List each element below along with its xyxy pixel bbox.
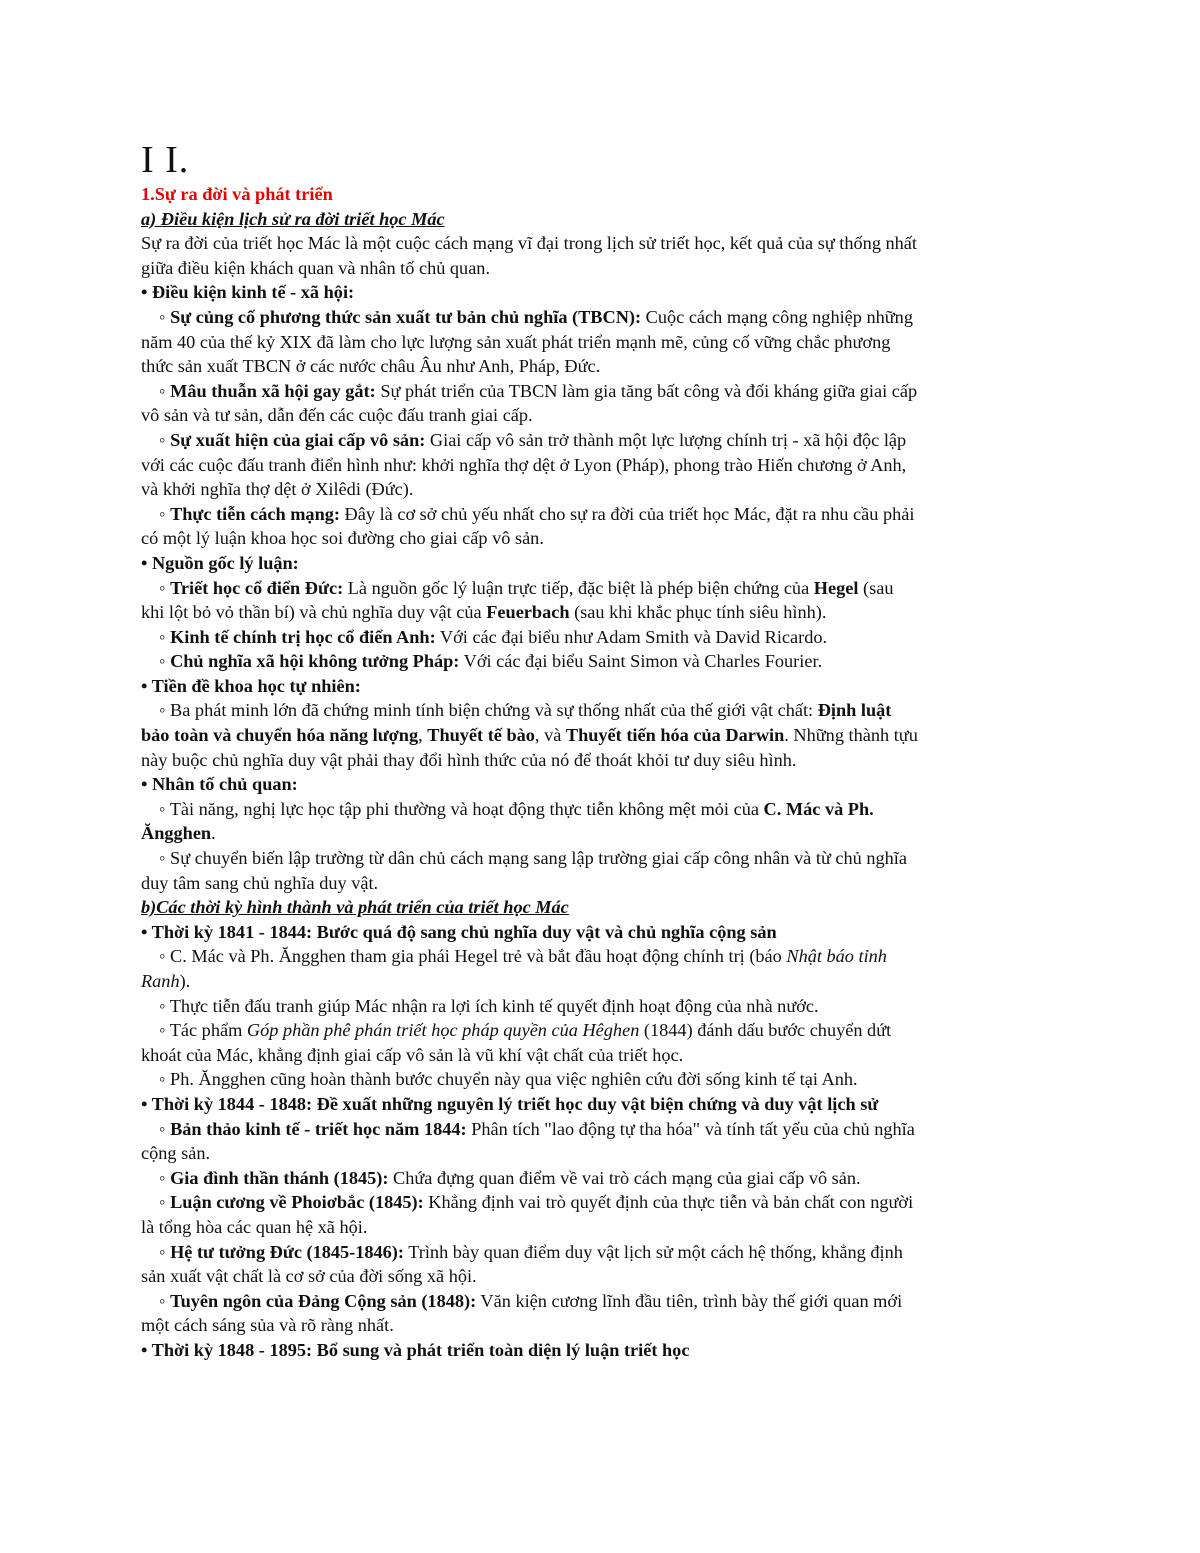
italic-text: Ranh	[141, 971, 180, 991]
body-line	[141, 723, 1066, 748]
body-line	[141, 526, 1066, 551]
text-run: ◦	[159, 1167, 171, 1188]
text-run: (sau khi khắc phục tính siêu hình).	[569, 602, 827, 623]
text-run: Khẳng định vai trò quyết định của thực tiễn và bản chất con người	[423, 1192, 914, 1213]
bold-text: • Điều kiện kinh tế - xã hội:	[141, 282, 355, 303]
bold-text: • Nguồn gốc lý luận:	[141, 552, 299, 573]
text-run: một cách sáng sủa và rõ ràng nhất.	[141, 1315, 394, 1336]
bullet-heading-line	[141, 1092, 1066, 1117]
text-run: ◦ Tài năng, nghị lực học tập phi thường và hoạt động thực tiễn không mệt mỏi của	[159, 798, 764, 819]
bold-text: Bản thảo kinh tế - triết học năm 1844:	[170, 1118, 467, 1139]
bold-text: Chủ nghĩa xã hội không tưởng Pháp:	[170, 651, 460, 672]
body-line	[141, 453, 1066, 478]
body-line	[141, 969, 1066, 994]
intro-line-1: Sự ra đời của triết học Mác là một cuộc cách mạng vĩ đại trong lịch sử triết học, kết quả của sự thống nhất	[141, 233, 917, 254]
text-run: Cuộc cách mạng công nghiệp những	[641, 306, 913, 327]
underlined-title-text: b)Các thời kỳ hình thành và phát triển của triết học Mác	[141, 897, 569, 918]
text-run: ◦	[159, 626, 171, 647]
bold-text: Thuyết tế bào	[427, 725, 535, 746]
bold-text: • Nhân tố chủ quan:	[141, 774, 298, 795]
sub-bullet-line	[141, 305, 1066, 330]
text-run: sản xuất vật chất là cơ sở của đời sống xã hội.	[141, 1266, 477, 1287]
body-line	[141, 1043, 1066, 1068]
body-line	[141, 600, 1066, 625]
text-run: ◦ Sự chuyển biến lập trường từ dân chủ cách mạng sang lập trường giai cấp công nhân và từ chủ nghĩa	[159, 848, 908, 869]
text-run: ).	[179, 971, 191, 991]
body-text	[141, 280, 1066, 1362]
bold-text: Ăngghen	[141, 823, 212, 844]
text-run: với các cuộc đấu tranh điển hình như: khởi nghĩa thợ dệt ở Lyon (Pháp), phong trào Hiến chương ở Anh,	[141, 454, 907, 475]
bold-text: Hegel	[813, 577, 859, 598]
bold-text: Sự củng cố phương thức sản xuất tư bản chủ nghĩa (TBCN):	[170, 306, 642, 327]
text-run: Là nguồn gốc lý luận trực tiếp, đặc biệt là phép biện chứng của	[343, 577, 814, 598]
text-run: ◦	[159, 1192, 171, 1213]
sub-bullet-line	[141, 698, 1066, 723]
sub-bullet-line	[141, 502, 1066, 527]
body-line	[141, 1264, 1066, 1289]
intro-line-2: giữa điều kiện khách quan và nhân tố chủ quan.	[141, 257, 491, 278]
text-run: ◦	[159, 651, 171, 672]
sub-bullet-line	[141, 1018, 1066, 1043]
bullet-heading-line	[141, 772, 1066, 797]
text-run: ◦ Ph. Ăngghen cũng hoàn thành bước chuyển này qua việc nghiên cứu đời sống kinh tế tại Anh.	[159, 1069, 858, 1090]
sub-bullet-line	[141, 797, 1066, 822]
text-run: duy tâm sang chủ nghĩa duy vật.	[141, 872, 379, 893]
text-run: Với các đại biểu như Adam Smith và David Ricardo.	[435, 626, 828, 647]
body-line	[141, 871, 1066, 896]
bold-text: • Thời kỳ 1841 - 1844: Bước quá độ sang chủ nghĩa duy vật và chủ nghĩa cộng sản	[141, 921, 777, 942]
sub-bullet-line	[141, 944, 1066, 969]
text-run: năm 40 của thế kỷ XIX đã làm cho lực lượng sản xuất phát triển mạnh mẽ, củng cố vững chắc phương	[141, 331, 891, 352]
section-title: 1.Sự ra đời và phát triển	[141, 184, 333, 204]
text-run: và khởi nghĩa thợ dệt ở Xilêdi (Đức).	[141, 479, 414, 500]
text-run: ◦	[159, 429, 171, 450]
text-run: (1844) đánh dấu bước chuyển dứt	[639, 1020, 892, 1041]
sub-bullet-line	[141, 846, 1066, 871]
sub-bullet-line	[141, 1240, 1066, 1265]
text-run: ◦	[159, 380, 171, 401]
text-run: ,	[418, 725, 428, 746]
text-run: ◦	[159, 306, 171, 327]
bold-text: Định luật	[817, 700, 892, 721]
bold-text: C. Mác và Ph.	[763, 798, 874, 819]
text-run: ◦	[159, 503, 171, 524]
text-run: cộng sản.	[141, 1143, 211, 1164]
text-run: ◦ C. Mác và Ph. Ăngghen tham gia phái Hegel trẻ và bắt đầu hoạt động chính trị (báo	[159, 946, 787, 967]
text-run: Trình bày quan điểm duy vật lịch sử một cách hệ thống, khẳng định	[404, 1241, 903, 1262]
text-run: ◦	[159, 577, 171, 598]
bold-text: Triết học cổ điển Đức:	[170, 577, 344, 598]
text-run: ◦ Ba phát minh lớn đã chứng minh tính biện chứng và sự thống nhất của thế giới vật chất:	[159, 700, 818, 721]
bullet-heading-line	[141, 551, 1066, 576]
bold-text: • Tiền đề khoa học tự nhiên:	[141, 675, 361, 696]
text-run: Với các đại biểu Saint Simon và Charles Fourier.	[459, 651, 823, 672]
text-run: Sự phát triển của TBCN làm gia tăng bất công và đối kháng giữa giai cấp	[375, 380, 918, 401]
bold-text: Thực tiễn cách mạng:	[170, 503, 340, 524]
bold-text: Hệ tư tưởng Đức (1845-1846):	[170, 1241, 404, 1262]
bold-text: Sự xuất hiện của giai cấp vô sản:	[170, 429, 426, 450]
bold-text: Gia đình thần thánh (1845):	[170, 1167, 389, 1188]
text-run: .	[211, 823, 216, 844]
body-line	[141, 821, 1066, 846]
body-line	[141, 748, 1066, 773]
sub-bullet-line	[141, 428, 1066, 453]
bullet-heading-line	[141, 920, 1066, 945]
sub-bullet-line	[141, 625, 1066, 650]
bold-text: Luận cương về Phoiơbắc (1845):	[170, 1192, 424, 1213]
text-run: Đây là cơ sở chủ yếu nhất cho sự ra đời của triết học Mác, đặt ra nhu cầu phải	[339, 503, 915, 524]
bold-text: • Thời kỳ 1848 - 1895: Bổ sung và phát triển toàn diện lý luận triết học	[141, 1339, 690, 1360]
bold-text: Mâu thuẫn xã hội gay gắt:	[170, 380, 376, 401]
bold-text: Kinh tế chính trị học cổ điển Anh:	[170, 626, 436, 647]
body-line	[141, 354, 1066, 379]
italic-text: Góp phần phê phán triết học pháp quyền của Hêghen	[246, 1020, 640, 1041]
text-run: ◦	[159, 1241, 171, 1262]
text-run: có một lý luận khoa học soi đường cho giai cấp vô sản.	[141, 528, 544, 549]
text-run: ◦ Tác phẩm	[159, 1020, 247, 1041]
text-run: ◦ Thực tiễn đấu tranh giúp Mác nhận ra lợi ích kinh tế quyết định hoạt động của nhà nước.	[159, 995, 819, 1016]
text-run: ◦	[159, 1118, 171, 1139]
body-line	[141, 477, 1066, 502]
text-run: Chứa đựng quan điểm về vai trò cách mạng của giai cấp vô sản.	[388, 1167, 861, 1188]
sub-bullet-line	[141, 1166, 1066, 1191]
sub-bullet-line	[141, 994, 1066, 1019]
sub-bullet-line	[141, 1190, 1066, 1215]
roman-heading: I I.	[141, 139, 190, 181]
bold-text: Tuyên ngôn của Đảng Cộng sản (1848):	[170, 1290, 477, 1311]
body-line	[141, 1313, 1066, 1338]
sub-bullet-line	[141, 649, 1066, 674]
text-run: vô sản và tư sản, dẫn đến các cuộc đấu tranh giai cấp.	[141, 405, 533, 426]
text-run: khoát của Mác, khẳng định giai cấp vô sản là vũ khí vật chất của triết học.	[141, 1044, 684, 1065]
body-line	[141, 330, 1066, 355]
text-run: Phân tích "lao động tự tha hóa" và tính tất yếu của chủ nghĩa	[466, 1118, 915, 1139]
sub-bullet-line	[141, 576, 1066, 601]
bullet-heading-line	[141, 1338, 1066, 1363]
text-run: (sau	[858, 577, 894, 598]
sub-bullet-line	[141, 379, 1066, 404]
subsection-b-title	[141, 895, 1066, 920]
bullet-heading-line	[141, 280, 1066, 305]
italic-text: Nhật báo tỉnh	[786, 946, 887, 967]
body-line	[141, 403, 1066, 428]
text-run: thức sản xuất TBCN ở các nước châu Âu như Anh, Pháp, Đức.	[141, 356, 601, 377]
bold-text: Feuerbach	[486, 602, 570, 623]
text-run: ◦	[159, 1290, 171, 1311]
text-run: là tổng hòa các quan hệ xã hội.	[141, 1216, 368, 1237]
body-line	[141, 1215, 1066, 1240]
sub-bullet-line	[141, 1117, 1066, 1142]
text-run: Giai cấp vô sản trở thành một lực lượng chính trị - xã hội độc lập	[425, 429, 907, 450]
document-page	[141, 138, 1066, 1363]
bold-text: bảo toàn và chuyển hóa năng lượng	[141, 725, 419, 746]
bold-text: Thuyết tiến hóa của Darwin	[565, 725, 785, 746]
bullet-heading-line	[141, 674, 1066, 699]
body-line	[141, 1141, 1066, 1166]
text-run: . Những thành tựu	[784, 725, 918, 746]
sub-bullet-line	[141, 1289, 1066, 1314]
text-run: , và	[534, 725, 566, 746]
bold-text: • Thời kỳ 1844 - 1848: Đề xuất những nguyên lý triết học duy vật biện chứng và duy vật lịch sử	[141, 1093, 879, 1114]
text-run: Văn kiện cương lĩnh đầu tiên, trình bày thế giới quan mới	[476, 1290, 903, 1311]
subsection-a-title: a) Điều kiện lịch sử ra đời triết học Mác	[141, 208, 445, 229]
text-run: này buộc chủ nghĩa duy vật phải thay đổi hình thức của nó để thoát khỏi tư duy siêu hình.	[141, 749, 797, 770]
text-run: khi lột bỏ vỏ thần bí) và chủ nghĩa duy vật của	[141, 602, 487, 623]
sub-bullet-line	[141, 1067, 1066, 1092]
